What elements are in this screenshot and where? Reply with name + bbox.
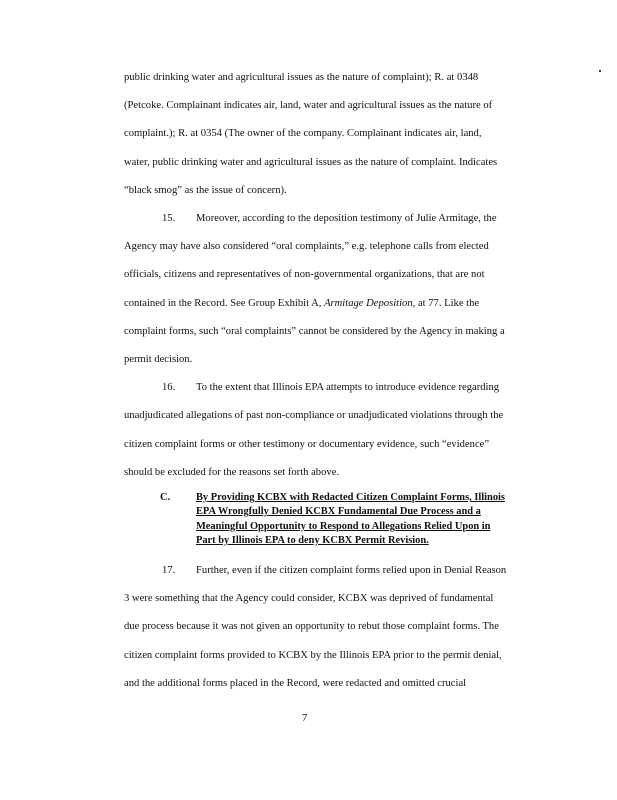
citation-italic: Armitage Deposition xyxy=(324,298,413,309)
body-line: Further, even if the citizen complaint forms relied upon in Denial Reason xyxy=(196,565,507,576)
body-line: and the additional forms placed in the Record, were redacted and omitted crucial xyxy=(124,678,467,689)
body-line: “black smog” as the issue of concern). xyxy=(124,185,287,196)
body-line: should be excluded for the reasons set forth above. xyxy=(124,467,340,478)
body-line: complaint forms, such “oral complaints” cannot be considered by the Agency in making a xyxy=(124,326,505,337)
body-line: complaint.); R. at 0354 (The owner of the company. Complainant indicates air, land, xyxy=(124,128,482,139)
body-line: Moreover, according to the deposition testimony of Julie Armitage, the xyxy=(196,213,497,224)
citation-text: , at 77. Like the xyxy=(412,298,480,309)
body-line: Agency may have also considered “oral complaints,” e.g. telephone calls from elected xyxy=(124,241,489,252)
section-heading-line: Part by Illinois EPA to deny KCBX Permit Revision. xyxy=(196,535,429,546)
paragraph-number: 16. xyxy=(162,382,176,393)
citation-text: contained in the Record. See Group Exhibit A, xyxy=(124,298,325,309)
body-line: officials, citizens and representatives of non-governmental organizations, that are not xyxy=(124,269,485,280)
body-line: public drinking water and agricultural issues as the nature of complaint); R. at 0348 xyxy=(124,72,479,83)
paragraph-number: 15. xyxy=(162,213,176,224)
page-number: 7 xyxy=(302,713,308,724)
body-line: (Petcoke. Complainant indicates air, land, water and agricultural issues as the nature of xyxy=(124,100,493,111)
citation-line xyxy=(124,298,479,309)
body-line: water, public drinking water and agricultural issues as the nature of complaint. Indicates xyxy=(124,157,498,168)
scan-speck xyxy=(599,70,601,72)
paragraph-number: 17. xyxy=(162,565,176,576)
section-heading-line: By Providing KCBX with Redacted Citizen Complaint Forms, Illinois xyxy=(196,492,505,503)
body-line: To the extent that Illinois EPA attempts to introduce evidence regarding xyxy=(196,382,500,393)
body-line: due process because it was not given an opportunity to rebut those complaint forms. The xyxy=(124,621,499,632)
section-letter: C. xyxy=(160,492,171,503)
body-line: 3 were something that the Agency could consider, KCBX was deprived of fundamental xyxy=(124,593,494,604)
body-line: permit decision. xyxy=(124,354,193,365)
body-line: citizen complaint forms provided to KCBX by the Illinois EPA prior to the permit denial, xyxy=(124,650,502,661)
body-line: citizen complaint forms or other testimony or documentary evidence, such “evidence” xyxy=(124,439,490,450)
section-heading-line: Meaningful Opportunity to Respond to Allegations Relied Upon in xyxy=(196,521,491,532)
body-line: unadjudicated allegations of past non-compliance or unadjudicated violations through the xyxy=(124,410,504,421)
section-heading-line: EPA Wrongfully Denied KCBX Fundamental Due Process and a xyxy=(196,506,481,517)
